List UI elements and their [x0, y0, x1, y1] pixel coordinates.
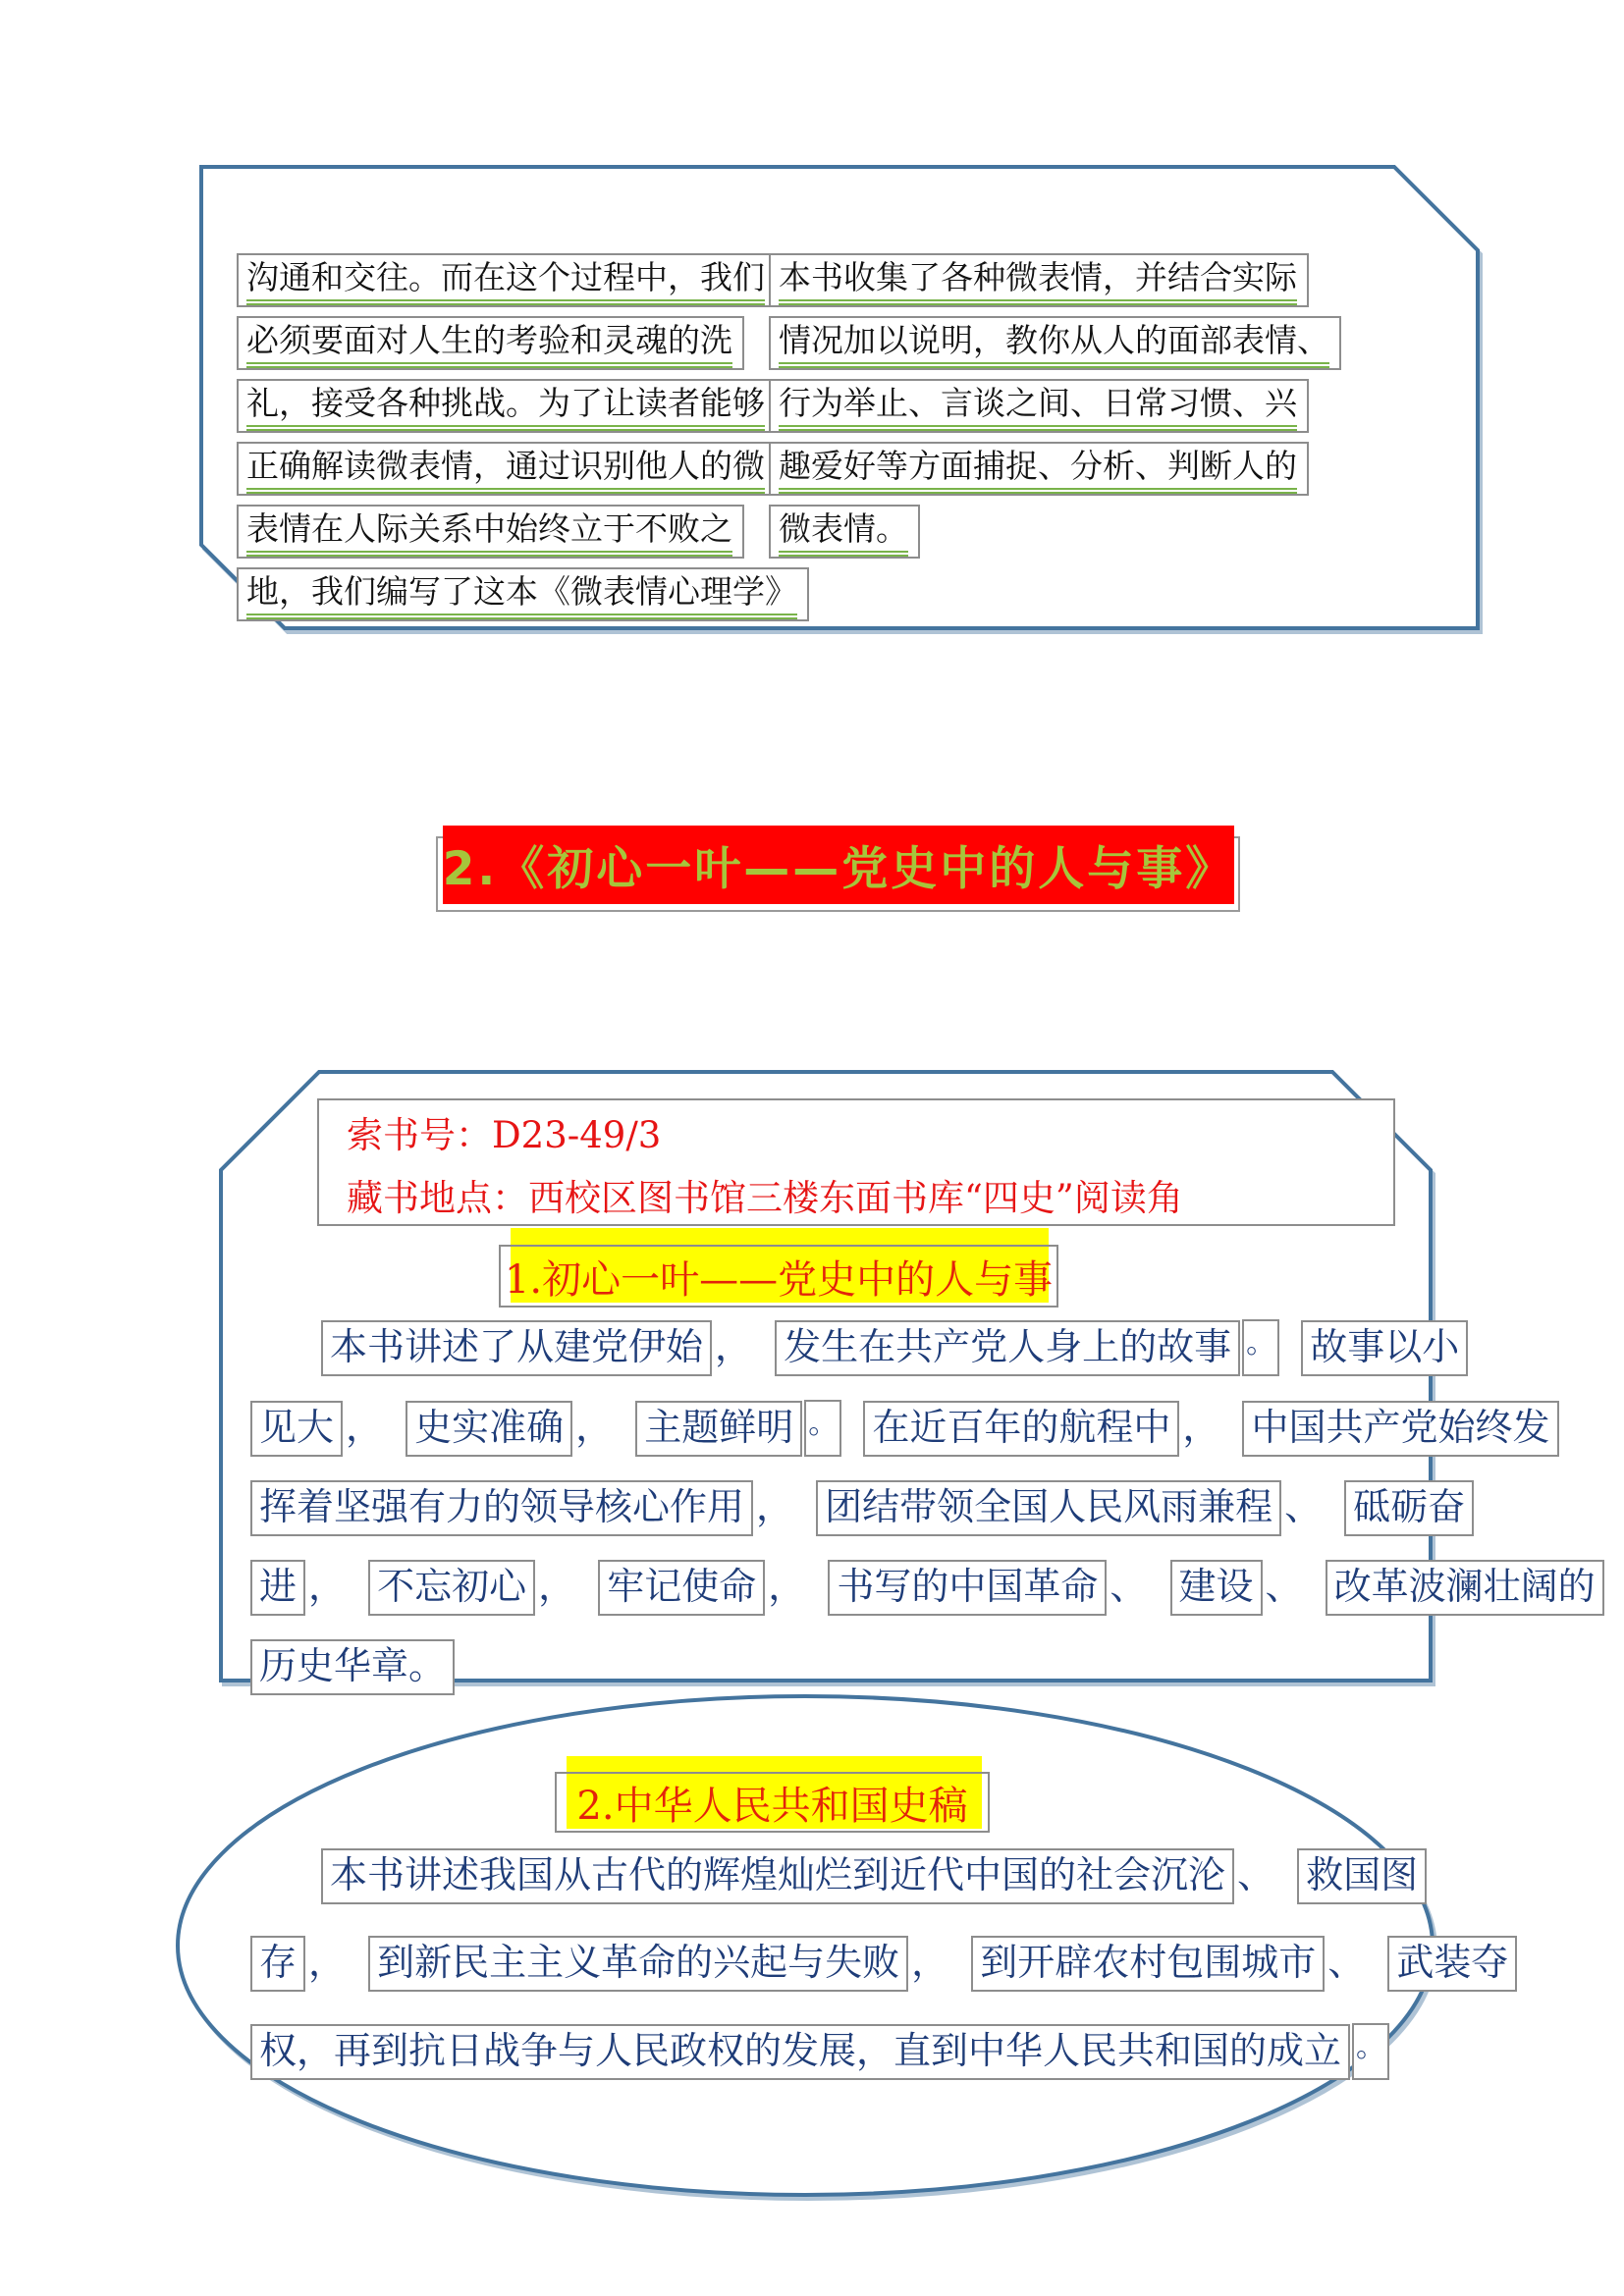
underlined-text: 情况加以说明，教你从人的面部表情、 — [779, 321, 1329, 368]
text-line — [237, 505, 744, 559]
text-line — [237, 253, 777, 307]
punctuation-box: 。 — [804, 1400, 841, 1457]
text-line — [769, 505, 920, 559]
underlined-text: 本书收集了各种微表情，并结合实际 — [779, 258, 1297, 305]
phrase-box: 历史华章。 — [250, 1639, 455, 1695]
text-row — [250, 1400, 1550, 1457]
text-row — [250, 1639, 1409, 1695]
book1-description — [250, 1319, 1596, 1719]
book2-heading-text: 2.中华人民共和国史稿 — [576, 1783, 968, 1829]
punctuation: 、 — [1110, 1565, 1148, 1608]
phrase-box: 武装夺 — [1387, 1936, 1517, 1992]
punctuation: ， — [1182, 1406, 1220, 1449]
phrase-box: 存 — [250, 1936, 305, 1992]
book1-plaque-shape — [221, 1072, 1596, 1687]
book1-heading — [499, 1245, 1058, 1308]
underlined-text: 地，我们编写了这本《微表情心理学》 — [246, 572, 797, 619]
punctuation-box: 。 — [1352, 2023, 1389, 2080]
text-row — [321, 1848, 1419, 1904]
phrase-box: 挥着坚强有力的领导核心作用 — [250, 1480, 753, 1536]
phrase-box: 发生在共产党人身上的故事 — [775, 1320, 1240, 1376]
shelf-location: 藏书地点：西校区图书馆三楼东面书库“四史”阅读角 — [347, 1177, 1183, 1219]
phrase-box: 中国共产党始终发 — [1242, 1401, 1558, 1457]
punctuation: ， — [308, 1565, 347, 1608]
banner-red-highlight — [443, 826, 1234, 904]
phrase-box: 书写的中国革命 — [828, 1560, 1107, 1616]
top-callout-shape — [201, 167, 1478, 628]
underlined-text: 表情在人际关系中始终立于不败之 — [246, 509, 732, 557]
punctuation: ， — [346, 1406, 384, 1449]
underlined-text: 必须要面对人生的考验和灵魂的洗 — [246, 321, 732, 368]
left-text-column — [237, 253, 809, 630]
phrase-box: 在近百年的航程中 — [863, 1401, 1179, 1457]
text-row — [250, 2023, 1389, 2080]
text-row — [250, 1480, 1466, 1536]
punctuation: ， — [538, 1565, 576, 1608]
text-row — [321, 1319, 1460, 1376]
punctuation: ， — [911, 1941, 949, 1984]
underlined-text: 正确解读微表情，通过识别他人的微 — [246, 447, 765, 494]
book2-heading — [555, 1772, 990, 1833]
call-number-box — [317, 1098, 1395, 1226]
phrase-box: 砥砺奋 — [1344, 1480, 1474, 1536]
text-line — [769, 316, 1341, 370]
phrase-box: 牢记使命 — [598, 1560, 765, 1616]
phrase-box: 进 — [250, 1560, 305, 1616]
text-line — [237, 379, 777, 433]
punctuation: 、 — [1237, 1853, 1275, 1896]
text-row — [250, 1560, 1596, 1616]
punctuation: ， — [768, 1565, 806, 1608]
phrase-box: 史实准确 — [406, 1401, 572, 1457]
phrase-box: 本书讲述我国从古代的辉煌灿烂到近代中国的社会沉沦 — [321, 1848, 1234, 1904]
phrase-box: 不忘初心 — [368, 1560, 535, 1616]
phrase-box: 到开辟农村包围城市 — [971, 1936, 1325, 1992]
punctuation: ， — [715, 1325, 753, 1368]
book2-ellipse-shape — [175, 1693, 1509, 2198]
phrase-box: 建设 — [1170, 1560, 1263, 1616]
text-line — [769, 442, 1309, 496]
phrase-box: 救国图 — [1297, 1848, 1427, 1904]
text-line — [237, 316, 744, 370]
punctuation: 、 — [1284, 1485, 1323, 1528]
phrase-box: 见大 — [250, 1401, 343, 1457]
punctuation: ， — [575, 1406, 614, 1449]
underlined-text: 行为举止、言谈之间、日常习惯、兴 — [779, 384, 1297, 431]
punctuation-box: 。 — [1242, 1319, 1279, 1376]
underlined-text: 微表情。 — [779, 509, 908, 557]
phrase-box: 故事以小 — [1301, 1320, 1468, 1376]
book-section-banner — [436, 836, 1240, 912]
text-row — [250, 1936, 1509, 1992]
phrase-box: 改革波澜壮阔的 — [1326, 1560, 1604, 1616]
book1-heading-text: 1.初心一叶——党史中的人与事 — [504, 1256, 1054, 1303]
underlined-text: 趣爱好等方面捕捉、分析、判断人的 — [779, 447, 1297, 494]
text-line — [237, 567, 809, 621]
phrase-box: 本书讲述了从建党伊始 — [321, 1320, 712, 1376]
phrase-box: 到新民主主义革命的兴起与失败 — [368, 1936, 908, 1992]
book2-description — [250, 1848, 1509, 2111]
punctuation: 、 — [1327, 1941, 1366, 1984]
text-line — [237, 442, 777, 496]
phrase-box: 主题鲜明 — [635, 1401, 802, 1457]
text-line — [769, 253, 1309, 307]
banner-title: 2.《初心一叶——党史中的人与事》 — [442, 841, 1235, 896]
punctuation: ， — [756, 1485, 794, 1528]
underlined-text: 礼，接受各种挑战。为了让读者能够 — [246, 384, 765, 431]
punctuation: 、 — [1265, 1565, 1303, 1608]
underlined-text: 沟通和交往。而在这个过程中，我们 — [246, 258, 765, 305]
phrase-box: 团结带领全国人民风雨兼程 — [816, 1480, 1281, 1536]
punctuation: ， — [308, 1941, 347, 1984]
phrase-box: 权，再到抗日战争与人民政权的发展，直到中华人民共和国的成立 — [250, 2024, 1350, 2080]
call-number: 索书号：D23-49/3 — [347, 1114, 662, 1156]
text-line — [769, 379, 1309, 433]
right-text-column — [769, 253, 1341, 567]
